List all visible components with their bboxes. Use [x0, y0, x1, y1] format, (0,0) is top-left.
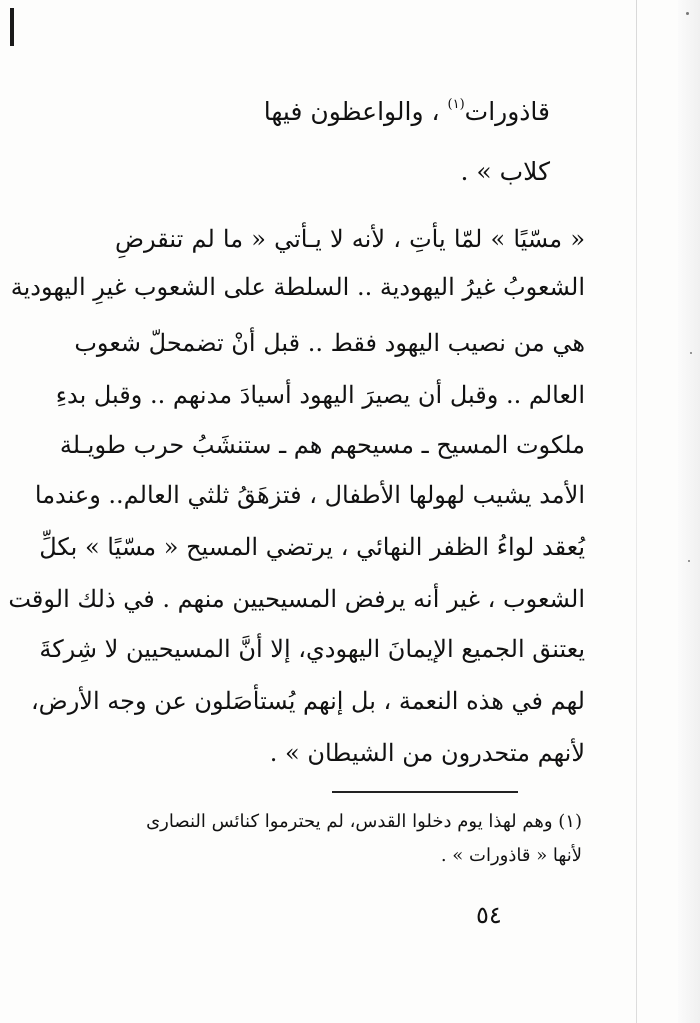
paragraph-line: هي من نصيب اليهود فقط .. قبل أنْ تضمحلّ شعوب [74, 329, 585, 357]
paragraph-line: الأمد يشيب لهولها الأطفال ، فتزهَقُ ثلثي العالم.. وعندما [34, 481, 585, 509]
paragraph-line: الشعوب ، غير أنه يرفض المسيحيين منهم . في ذلك الوقت [8, 585, 585, 613]
scan-speck [688, 560, 690, 562]
verse-line-1 [130, 95, 550, 134]
paragraph-line: يُعقد لواءُ الظفر النهائي ، يرتضي المسيح « مسّيًا » بكلِّ [39, 533, 585, 561]
paragraph-line: يعتنق الجميع الإيمانَ اليهودي، إلا أنَّ المسيحيين لا شِركةَ [39, 635, 585, 663]
verse-text: كلاب » . [460, 157, 550, 186]
footnote-separator [332, 791, 518, 793]
page-gutter-line [636, 0, 637, 1023]
scan-speck [690, 352, 692, 354]
footnote-line: (١) وهم لهذا يوم دخلوا القدس، لم يحترموا كنائس النصارى [146, 811, 582, 832]
paragraph-line: « مسّيًا » لمّا يأتِ ، لأنه لا يـأتي « ما لم تنقرضِ [115, 225, 585, 253]
verse-rest: ، والواعظون فيها [263, 97, 440, 126]
scan-shadow [678, 0, 700, 1023]
scan-edge-mark [10, 8, 14, 46]
paragraph-line: ملكوت المسيح ـ مسيحهم هم ـ ستنشَبُ حرب طويـلة [59, 431, 585, 459]
verse-word: قاذورات [464, 97, 550, 126]
footnote-line: لأنها « قاذورات » . [440, 845, 582, 866]
page-number: ٥٤ [476, 901, 502, 929]
scan-speck [686, 12, 689, 15]
paragraph-line: الشعوبُ غيرُ اليهودية .. السلطة على الشعوب غيرِ اليهودية [10, 273, 585, 301]
paragraph-line: لهم في هذه النعمة ، بل إنهم يُستأصَلون عن وجه الأرض، [30, 687, 585, 715]
footnote-mark: (١) [447, 97, 465, 112]
paragraph-line: لأنهم متحدرون من الشيطان » . [269, 739, 585, 767]
paragraph-line: العالم .. وقبل أن يصيرَ اليهود أسيادَ مدنهم .. وقبل بدءِ [55, 381, 585, 409]
verse-line-2 [130, 155, 550, 189]
